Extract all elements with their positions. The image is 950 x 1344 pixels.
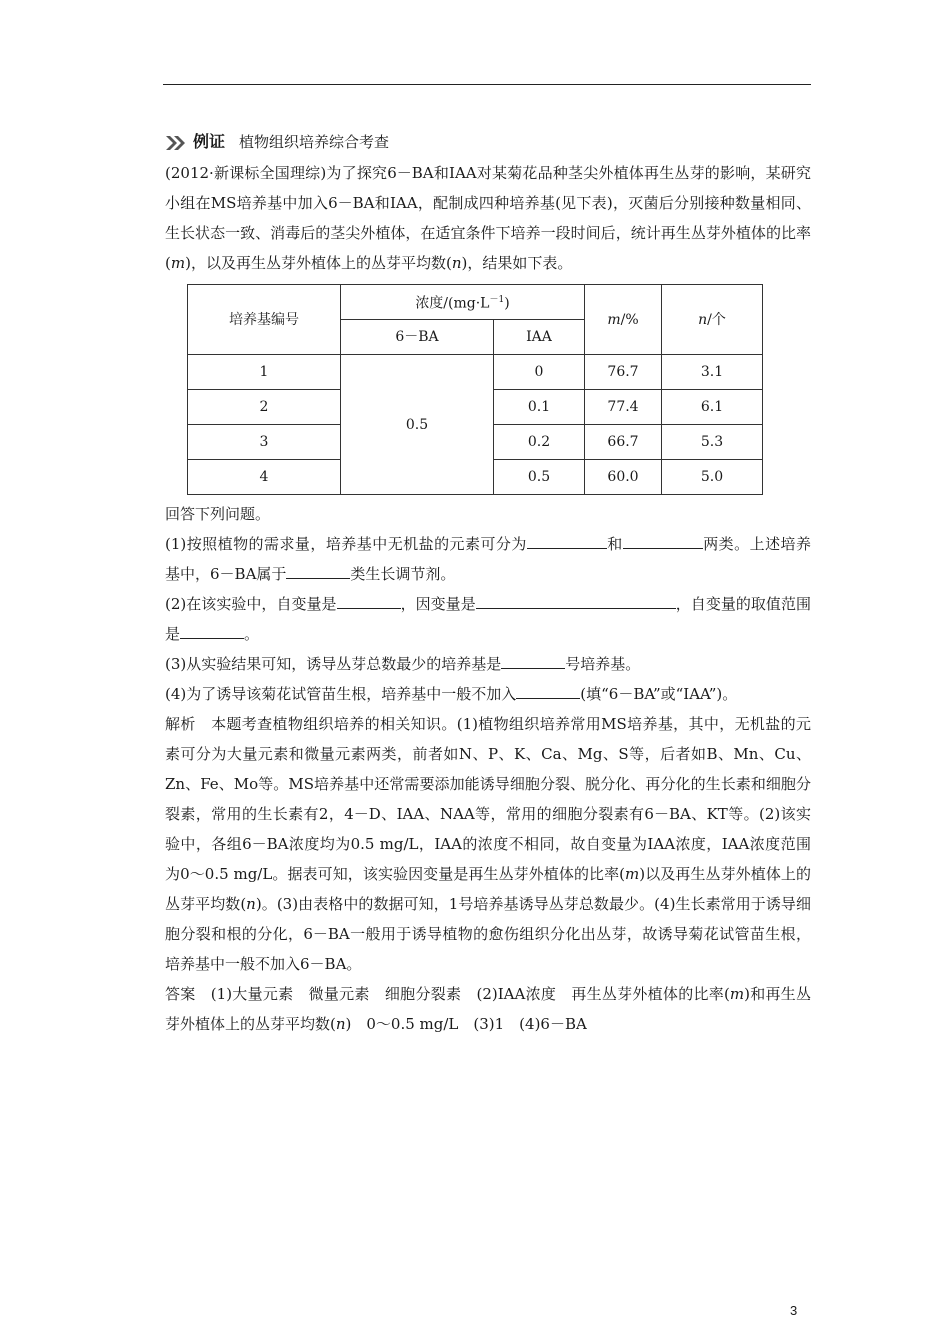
results-table	[187, 284, 763, 495]
cell-iaa: 0.1	[494, 390, 585, 425]
q1-text-c: 两类。上述培养基中，6－BA属于	[165, 535, 811, 583]
cell-n: 5.3	[662, 425, 763, 460]
question-4	[165, 679, 811, 709]
header-medium: 培养基编号	[188, 285, 341, 355]
header-m-unit: /%	[620, 311, 639, 328]
analysis-text-2: )以及再生丛芽外植体上的丛芽平均数(	[165, 865, 811, 913]
cell-id: 2	[188, 390, 341, 425]
cell-id: 3	[188, 425, 341, 460]
answer-text-3: ) 0～0.5 mg/L (3)1 (4)6－BA	[345, 1015, 587, 1033]
answer-blank	[501, 652, 565, 669]
q2-text-d: 。	[244, 625, 260, 643]
double-chevron-icon	[165, 135, 187, 151]
intro-text-1: (2012·新课标全国理综)为了探究6－BA和IAA对某菊花品种茎尖外植体再生丛芽的影响，某研究小组在MS培养基中加入6－BA和IAA，配制成四种培养基(见下表)，灭菌后分别接种数量相同、生长状态一致、消毒后的茎尖外植体，在适宜条件下培养一段时间后，统计再生丛芽外植体的比率(	[165, 164, 811, 272]
analysis-var-m: m	[625, 865, 640, 883]
analysis-var-n: n	[246, 895, 256, 913]
cell-6ba-value: 0.5	[341, 355, 494, 495]
cell-m: 60.0	[585, 460, 662, 495]
question-prompt: 回答下列问题。	[165, 505, 271, 523]
q3-text-a: (3)从实验结果可知，诱导丛芽总数最少的培养基是	[165, 655, 502, 673]
cell-m: 66.7	[585, 425, 662, 460]
intro-text-3: )，结果如下表。	[461, 254, 573, 272]
example-heading	[165, 128, 811, 156]
header-concentration	[341, 285, 585, 320]
cell-iaa: 0.2	[494, 425, 585, 460]
q2-text-b: ，因变量是	[400, 595, 476, 613]
header-n	[662, 285, 763, 355]
question-1	[165, 529, 811, 589]
document-body	[165, 128, 811, 1039]
q4-text-b: (填“6－BA”或“IAA”)。	[580, 685, 738, 703]
cell-id: 4	[188, 460, 341, 495]
q1-text-a: (1)按照植物的需求量，培养基中无机盐的元素可分为	[165, 535, 527, 553]
answer-text-1: (1)大量元素 微量元素 细胞分裂素 (2)IAA浓度 再生丛芽外植体的比率(	[210, 985, 730, 1003]
answer-paragraph	[165, 979, 811, 1039]
cell-n: 3.1	[662, 355, 763, 390]
cell-n: 5.0	[662, 460, 763, 495]
header-conc-end: )	[504, 295, 510, 312]
analysis-text-3: )。(3)由表格中的数据可知，1号培养基诱导丛芽总数最少。(4)生长素常用于诱导细胞分裂和根的分化，6－BA一般用于诱导植物的愈伤组织分化出丛芽，故诱导菊花试管苗生根，培养基中一般不加入6－BA。	[165, 895, 811, 973]
header-m-var: m	[607, 311, 621, 328]
header-m	[585, 285, 662, 355]
analysis-label: 解析	[165, 715, 196, 733]
answer-blank	[623, 532, 703, 549]
cell-id: 1	[188, 355, 341, 390]
header-conc-sup: －1	[489, 295, 505, 306]
cell-n: 6.1	[662, 390, 763, 425]
answer-blank	[180, 622, 244, 639]
q3-text-b: 号培养基。	[565, 655, 641, 673]
header-rule	[163, 84, 811, 85]
table-row	[188, 355, 763, 390]
answer-label: 答案	[165, 985, 196, 1003]
answer-blank	[516, 682, 580, 699]
subheader-iaa: IAA	[494, 320, 585, 355]
cell-m: 76.7	[585, 355, 662, 390]
answer-var-n: n	[335, 1015, 346, 1033]
page-number: 3	[790, 1303, 798, 1318]
answer-text-2: )和再生丛芽外植体上的丛芽平均数(	[165, 985, 811, 1033]
table-header-row	[188, 285, 763, 320]
q1-text-b: 和	[606, 535, 623, 553]
analysis-paragraph	[165, 709, 811, 979]
header-n-unit: /个	[707, 311, 726, 328]
answer-blank	[527, 532, 607, 549]
question-intro	[165, 158, 811, 278]
cell-iaa: 0	[494, 355, 585, 390]
answer-blank	[286, 562, 350, 579]
question-3	[165, 649, 811, 679]
question-2	[165, 589, 811, 649]
q2-text-c: ，自变量的取值范围是	[165, 595, 811, 643]
q2-text-a: (2)在该实验中，自变量是	[165, 595, 337, 613]
header-conc-text: 浓度/(mg·L	[415, 295, 490, 312]
q4-text-a: (4)为了诱导该菊花试管苗生根，培养基中一般不加入	[165, 685, 517, 703]
answer-var-m: m	[729, 985, 745, 1003]
example-tag: 例证	[193, 132, 226, 151]
q1-text-d: 类生长调节剂。	[350, 565, 456, 583]
analysis-text-1: 本题考查植物组织培养的相关知识。(1)植物组织培养常用MS培养基，其中，无机盐的元素可分为大量元素和微量元素两类，前者如N、P、K、Ca、Mg、S等，后者如B、Mn、Cu、Zn、Fe、Mo等。MS培养基中还常需要添加能诱导细胞分裂、脱分化、再分化的生长素和细胞分裂素，常用的生长素有2，4－D、IAA、NAA等，常用的细胞分裂素有6－BA、KT等。(2)该实验中，各组6－BA浓度均为0.5 mg/L，IAA的浓度不相同，故自变量为IAA浓度，IAA浓度范围为0～0.5 mg/L。据表可知，该实验因变量是再生丛芽外植体的比率(	[165, 715, 811, 883]
cell-m: 77.4	[585, 390, 662, 425]
example-topic: 植物组织培养综合考查	[239, 133, 390, 151]
intro-var-m: m	[170, 254, 186, 272]
header-n-var: n	[698, 311, 708, 328]
answer-blank	[476, 592, 676, 609]
answer-blank	[337, 592, 401, 609]
subheader-6ba: 6－BA	[341, 320, 494, 355]
intro-var-n: n	[451, 254, 462, 272]
intro-text-2: )，以及再生丛芽外植体上的丛芽平均数(	[185, 254, 452, 272]
cell-iaa: 0.5	[494, 460, 585, 495]
